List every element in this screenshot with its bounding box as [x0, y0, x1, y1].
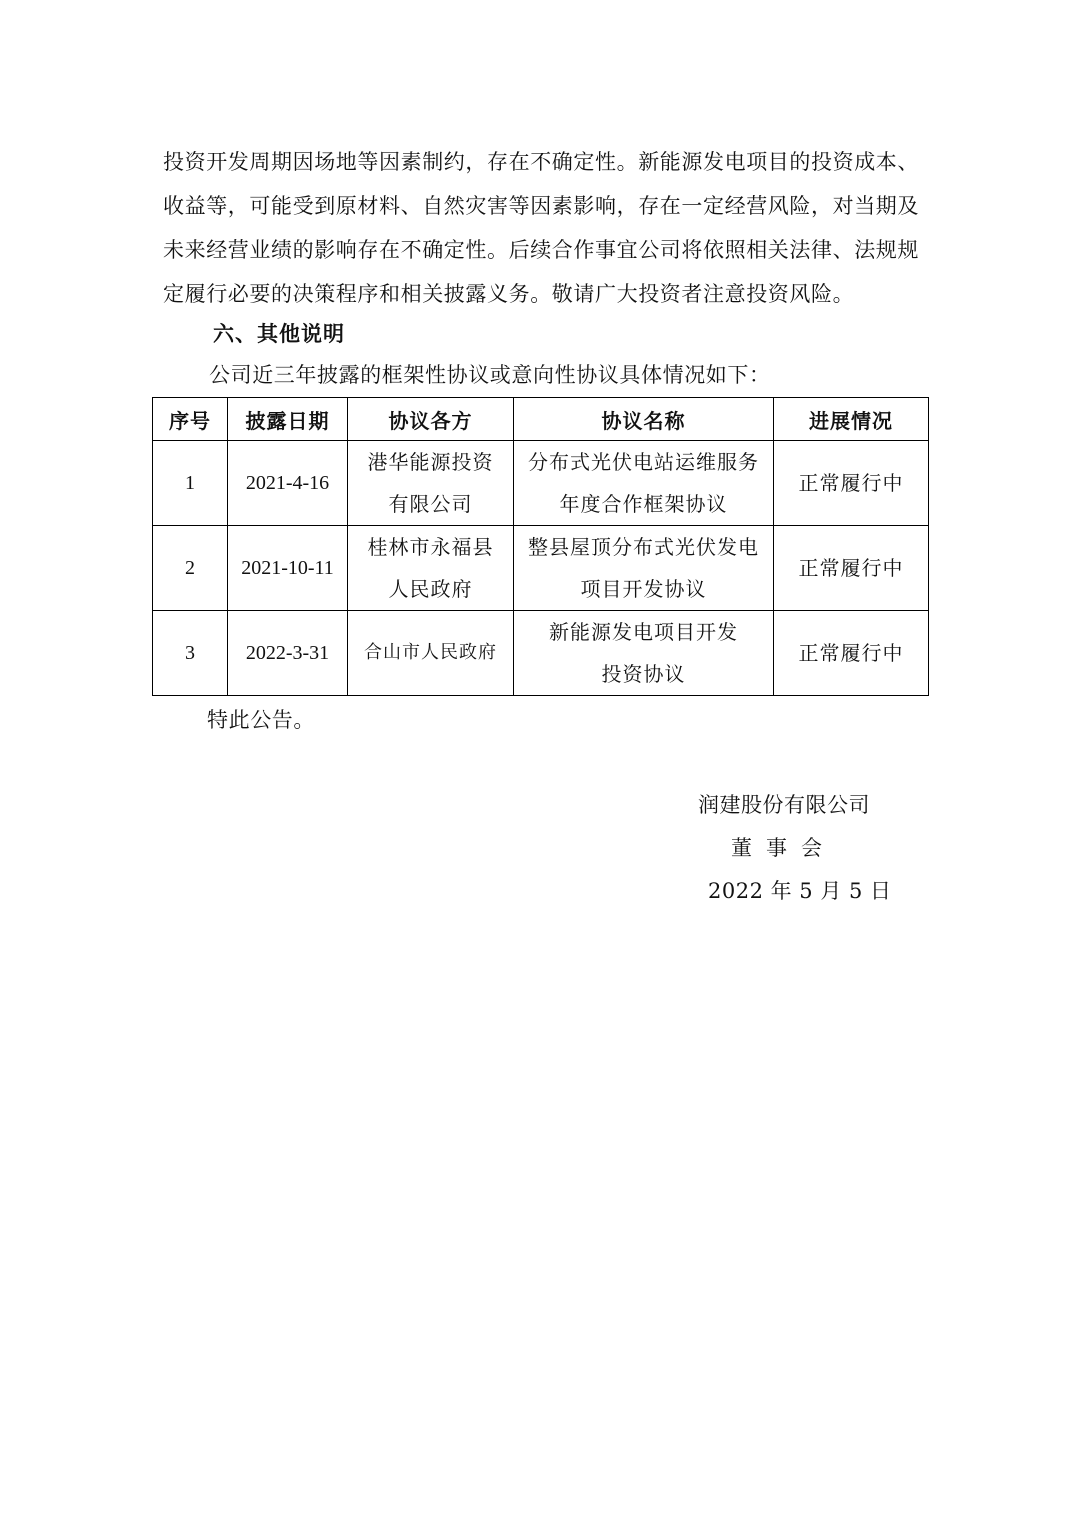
cell-parties [348, 441, 514, 526]
risk-paragraph [163, 140, 923, 316]
cell-parties [348, 526, 514, 611]
paragraph-line: 投资开发周期因场地等因素制约，存在不确定性。新能源发电项目的投资成本、 [163, 150, 919, 174]
section-intro: 公司近三年披露的框架性协议或意向性协议具体情况如下： [209, 363, 771, 387]
cell-no: 2 [153, 526, 228, 611]
signature-board: 董事会 [731, 836, 836, 860]
cell-date: 2021-10-11 [228, 526, 348, 611]
header-date: 披露日期 [228, 398, 348, 441]
cell-status: 正常履行中 [774, 441, 929, 526]
cell-line: 项目开发协议 [580, 577, 707, 601]
paragraph-line: 未来经营业绩的影响存在不确定性。后续合作事宜公司将依照相关法律、法规规 [163, 238, 919, 262]
table-row [153, 441, 929, 526]
cell-line: 新能源发电项目开发 [549, 620, 738, 644]
table-row [153, 611, 929, 696]
cell-line: 人民政府 [388, 577, 473, 601]
cell-no: 1 [153, 441, 228, 526]
cell-parties [348, 611, 514, 696]
closing-text: 特此公告。 [207, 708, 315, 732]
paragraph-line: 收益等，可能受到原材料、自然灾害等因素影响，存在一定经营风险，对当期及 [163, 194, 919, 218]
cell-name [514, 441, 774, 526]
paragraph-line: 定履行必要的决策程序和相关披露义务。敬请广大投资者注意投资风险。 [163, 282, 855, 306]
table-header-row [153, 398, 929, 441]
header-no: 序号 [153, 398, 228, 441]
cell-line: 整县屋顶分布式光伏发电 [528, 535, 759, 559]
header-name: 协议名称 [514, 398, 774, 441]
cell-line: 分布式光伏电站运维服务 [528, 450, 759, 474]
table-row [153, 526, 929, 611]
cell-date: 2021-4-16 [228, 441, 348, 526]
cell-line: 年度合作框架协议 [559, 492, 728, 516]
cell-name [514, 526, 774, 611]
cell-line: 桂林市永福县 [367, 535, 494, 559]
cell-line: 有限公司 [388, 492, 473, 516]
cell-no: 3 [153, 611, 228, 696]
cell-status: 正常履行中 [774, 611, 929, 696]
agreements-table [152, 397, 929, 696]
signature-company: 润建股份有限公司 [698, 793, 870, 817]
cell-line: 投资协议 [601, 662, 686, 686]
cell-name [514, 611, 774, 696]
header-parties: 协议各方 [348, 398, 514, 441]
signature-date: 2022 年 5 月 5 日 [708, 879, 892, 903]
cell-status: 正常履行中 [774, 526, 929, 611]
section-heading: 六、其他说明 [213, 321, 345, 346]
header-status: 进展情况 [774, 398, 929, 441]
cell-date: 2022-3-31 [228, 611, 348, 696]
cell-line: 合山市人民政府 [364, 642, 497, 663]
cell-line: 港华能源投资 [367, 450, 494, 474]
